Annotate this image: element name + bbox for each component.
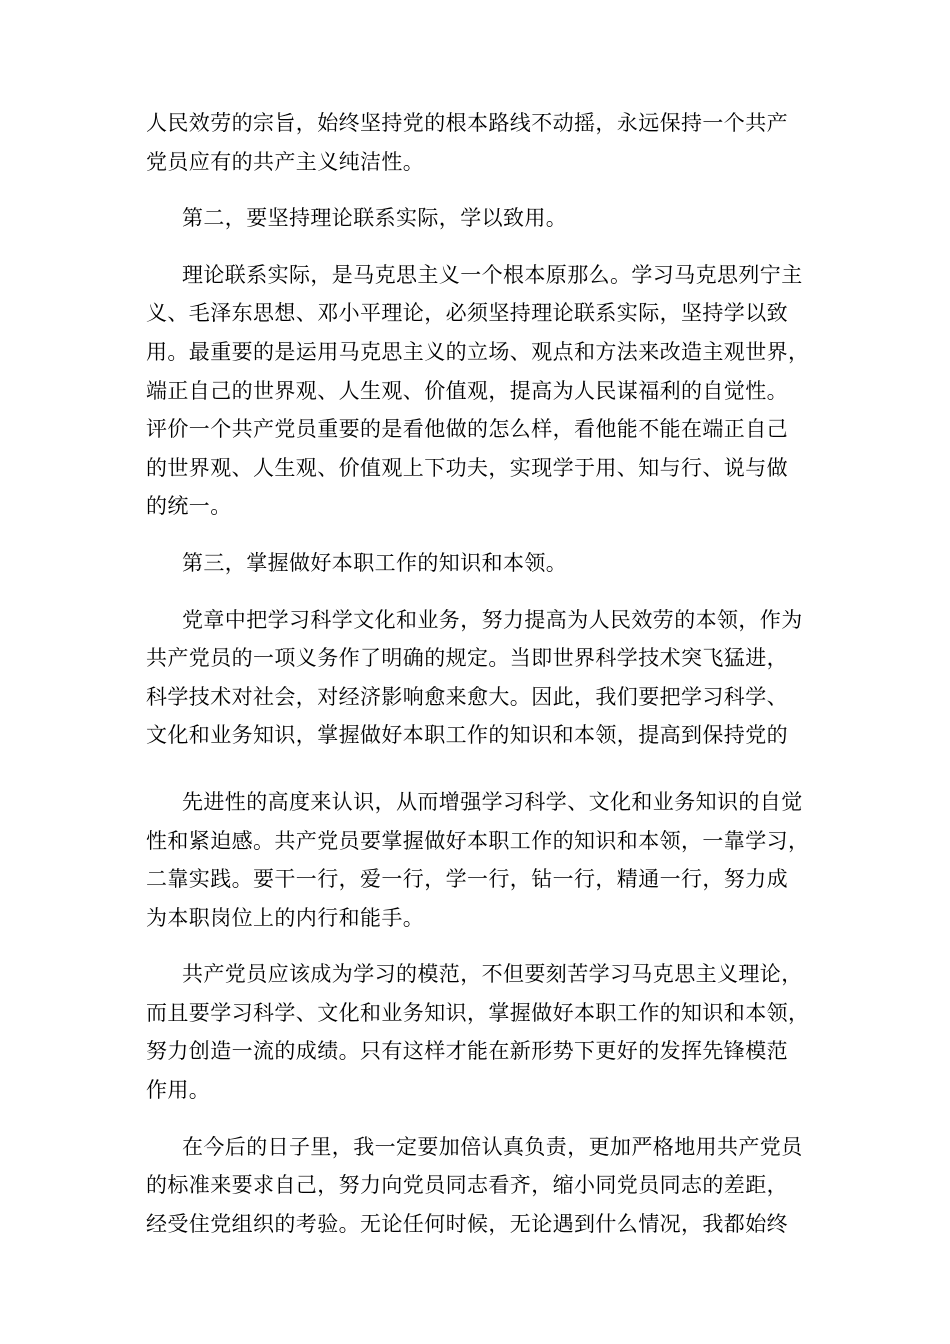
text-line: 二靠实践。要干一行，爱一行，学一行，钻一行，精通一行，努力成 [146, 867, 788, 892]
document-page [146, 104, 810, 1261]
text-line: 性和紧迫感。共产党员要掌握做好本职工作的知识和本领，一靠学习， [146, 828, 810, 853]
text-line: 义、毛泽东思想、邓小平理论，必须坚持理论联系实际，坚持学以致 [146, 301, 788, 326]
text-line: 第三，掌握做好本职工作的知识和本领。 [182, 550, 568, 575]
text-line: 端正自己的世界观、人生观、价值观，提高为人民谋福利的自觉性。 [146, 378, 788, 403]
text-line: 的世界观、人生观、价值观上下功夫，实现学于用、知与行、说与做 [146, 455, 788, 480]
text-line: 经受住党组织的考验。无论任何时候，无论遇到什么情况，我都始终 [146, 1211, 788, 1236]
paragraph-1 [146, 104, 806, 181]
text-line: 的统一。 [146, 494, 232, 519]
text-line: 科学技术对社会，对经济影响愈来愈大。因此，我们要把学习科学、 [146, 684, 788, 709]
text-line: 用。最重要的是运用马克思主义的立场、观点和方法来改造主观世界， [146, 339, 810, 364]
text-line: 为本职岗位上的内行和能手。 [146, 905, 425, 930]
text-line: 努力创造一流的成绩。只有这样才能在新形势下更好的发挥先锋模范 [146, 1039, 788, 1064]
text-line: 评价一个共产党员重要的是看他做的怎么样，看他能不能在端正自己 [146, 417, 788, 442]
text-line: 第二，要坚持理论联系实际，学以致用。 [182, 206, 568, 231]
paragraph-5 [146, 601, 806, 755]
text-line: 作用。 [146, 1078, 211, 1103]
text-line: 共产党员的一项义务作了明确的规定。当即世界科学技术突飞猛进， [146, 646, 788, 671]
text-line: 而且要学习科学、文化和业务知识，掌握做好本职工作的知识和本领， [146, 1000, 810, 1025]
text-line: 的标准来要求自己，努力向党员同志看齐，缩小同党员同志的差距， [146, 1173, 788, 1198]
text-line: 党员应有的共产主义纯洁性。 [146, 149, 425, 174]
text-line: 在今后的日子里，我一定要加倍认真负责，更加严格地用共产党员 [182, 1134, 803, 1159]
paragraph-8 [146, 1128, 806, 1244]
paragraph-7 [146, 955, 810, 1109]
text-line: 人民效劳的宗旨，始终坚持党的根本路线不动摇，永远保持一个共产 [146, 111, 788, 135]
text-line: 理论联系实际，是马克思主义一个根本原那么。学习马克思列宁主 [182, 262, 803, 287]
text-line: 共产党员应该成为学习的模范，不但要刻苦学习马克思主义理论， [182, 962, 803, 987]
paragraph-6 [146, 783, 810, 937]
paragraph-3 [146, 256, 810, 526]
text-line: 文化和业务知识，掌握做好本职工作的知识和本领，提高到保持党的 [146, 723, 788, 748]
text-line: 先进性的高度来认识，从而增强学习科学、文化和业务知识的自觉 [182, 789, 803, 814]
paragraph-2-heading [146, 199, 806, 238]
paragraph-4-heading [146, 544, 806, 583]
text-line: 党章中把学习科学文化和业务，努力提高为人民效劳的本领，作为 [182, 607, 803, 632]
